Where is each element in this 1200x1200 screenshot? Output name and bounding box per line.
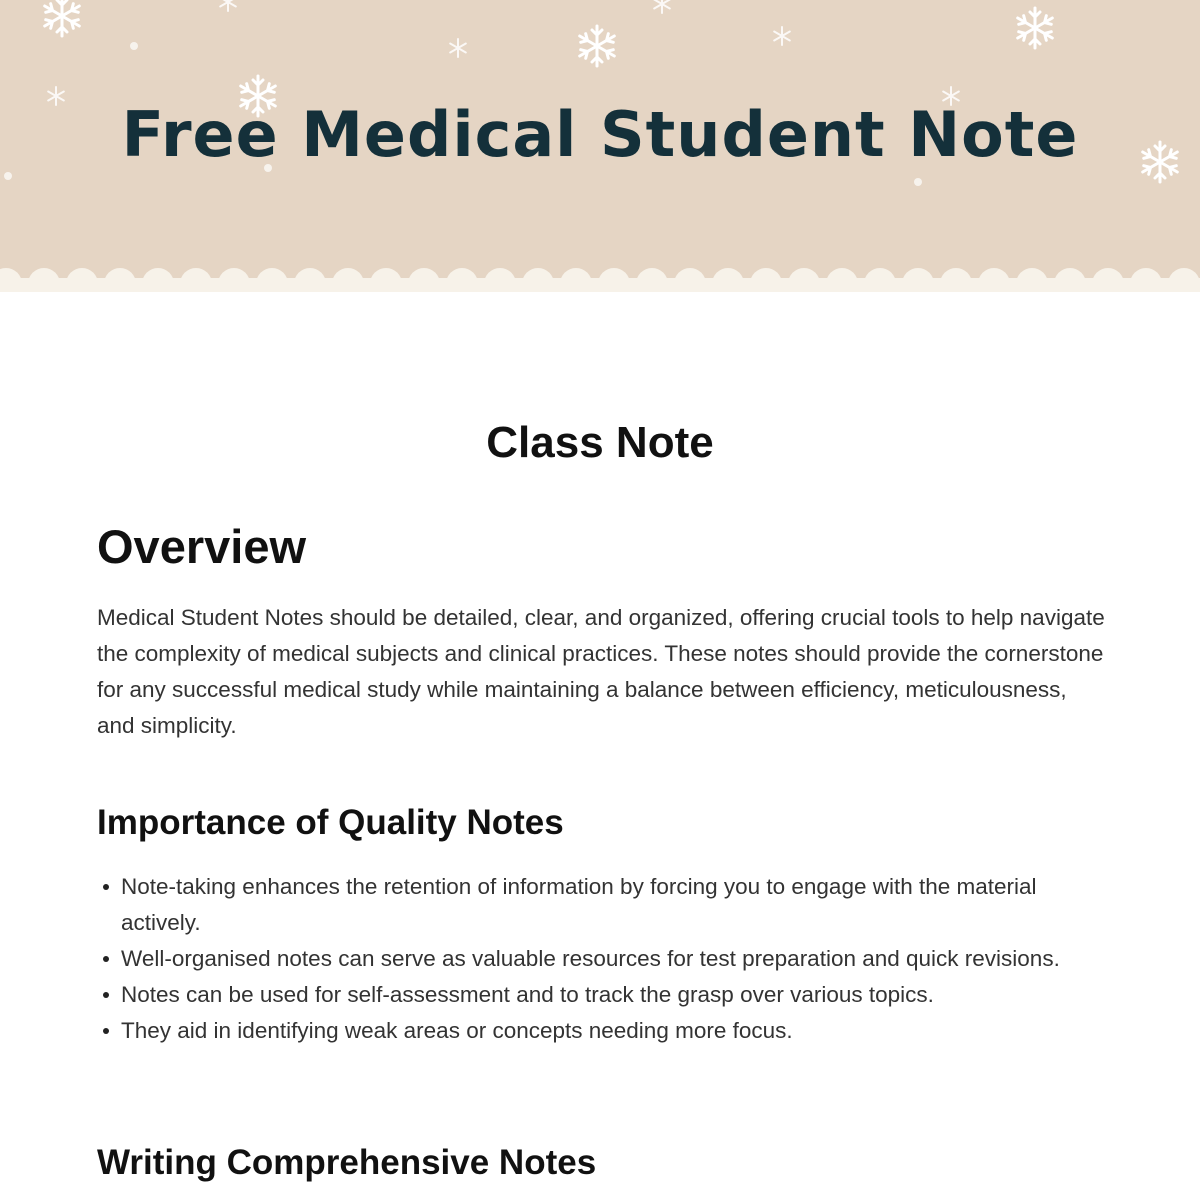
banner-title: Free Medical Student Note <box>121 98 1079 171</box>
section-title-writing: Writing Comprehensive Notes <box>97 1143 597 1182</box>
overview-paragraph: Medical Student Notes should be detailed, clear, and organized, offering crucial tools to help navigate the complexity of medical subjects and clinical practices. These notes should provide the cornerstone for any successful medical study while maintaining a balance between efficiency, meticulousness, and simplicity. <box>97 605 1105 738</box>
section-title-overview: Overview <box>97 520 307 573</box>
section-title-importance: Importance of Quality Notes <box>97 803 564 842</box>
importance-bullet-list <box>97 869 1087 1049</box>
header-banner <box>0 0 1200 292</box>
list-item: They aid in identifying weak areas or concepts needing more focus. <box>97 1013 1087 1049</box>
list-item: Well-organised notes can serve as valuable resources for test preparation and quick revisions. <box>97 941 1087 977</box>
list-item: Notes can be used for self-assessment and to track the grasp over various topics. <box>97 977 1087 1013</box>
document-heading: Class Note <box>486 418 714 467</box>
scallop-border <box>0 262 1200 292</box>
list-item: Note-taking enhances the retention of information by forcing you to engage with the material actively. <box>97 869 1087 941</box>
